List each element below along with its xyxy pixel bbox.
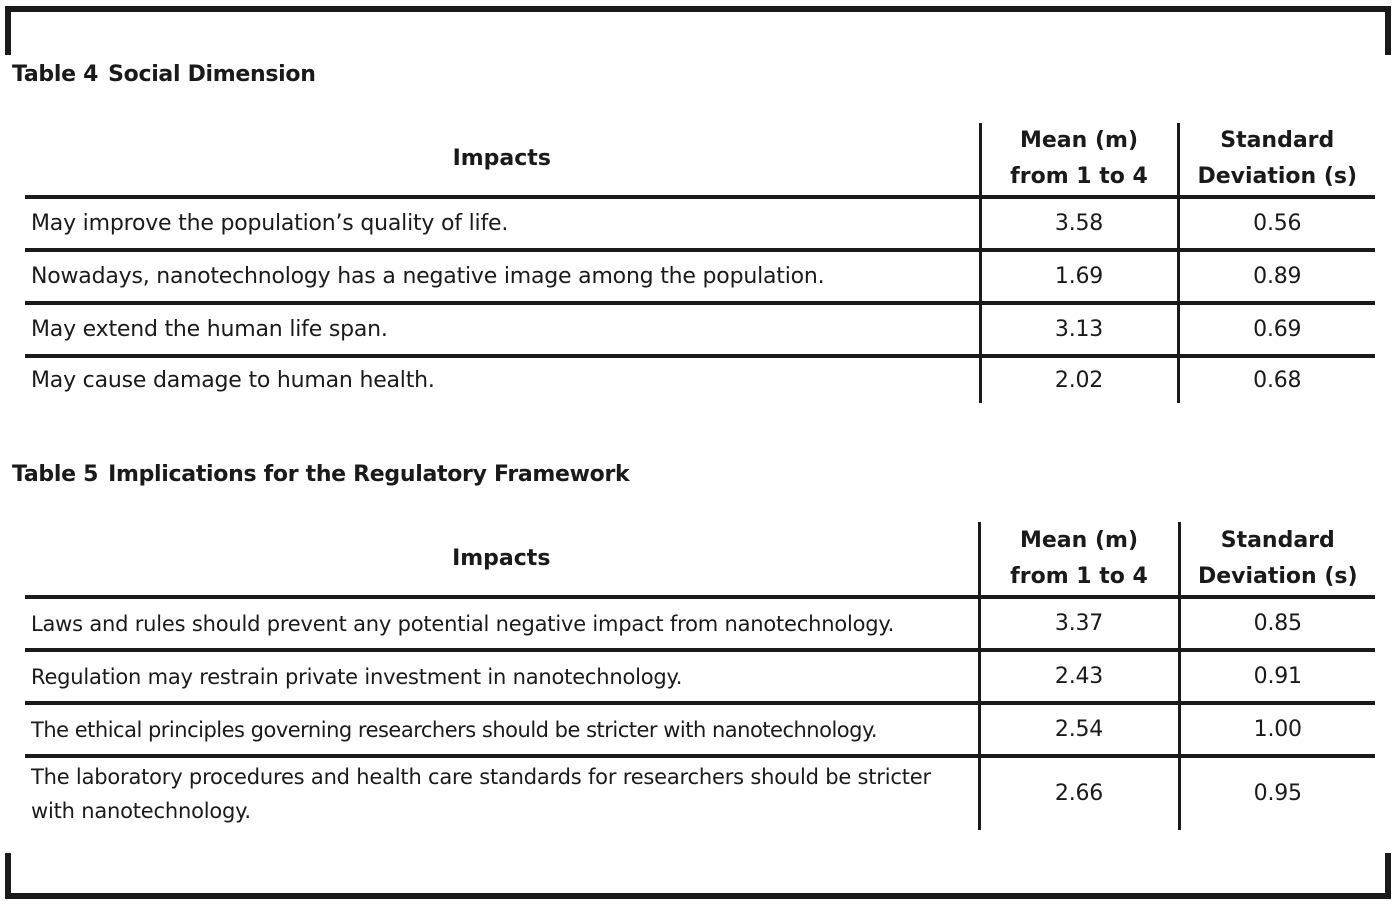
impact-cell: May improve the population’s quality of life. (25, 197, 980, 250)
impacts-header: Impacts (25, 123, 980, 197)
table-row (25, 650, 1375, 703)
table-4-heading: Social Dimension (108, 62, 316, 87)
table-4-title (12, 62, 316, 87)
impact-cell: The laboratory procedures and health care standards for researchers should be stricter with nanotechnology. (31, 765, 931, 823)
sd-header (1178, 123, 1375, 197)
sd-cell: 0.91 (1179, 650, 1375, 703)
table-5-heading: Implications for the Regulatory Framework (108, 462, 630, 487)
table-4 (25, 123, 1375, 403)
mean-cell: 3.13 (980, 303, 1178, 356)
table-4-header-row (25, 123, 1375, 197)
mean-cell: 3.37 (979, 597, 1179, 650)
table-row (25, 197, 1375, 250)
sd-header-line2: Deviation (s) (1197, 164, 1358, 189)
table-row (25, 597, 1375, 650)
sd-cell: 1.00 (1179, 703, 1375, 756)
sd-cell: 0.85 (1179, 597, 1375, 650)
impact-cell: May cause damage to human health. (31, 367, 435, 393)
impact-cell: May extend the human life span. (25, 303, 980, 356)
sd-cell: 0.95 (1179, 756, 1375, 830)
mean-header-line2: from 1 to 4 (1010, 563, 1148, 589)
impact-cell: Nowadays, nanotechnology has a negative image among the population. (25, 250, 980, 303)
table-5-title (12, 462, 629, 487)
table-row (25, 756, 1375, 830)
mean-header (979, 522, 1179, 597)
mean-cell: 3.58 (980, 197, 1178, 250)
table-4-number: Table 4 (12, 62, 99, 87)
mean-header-line1: Mean (m) (1019, 128, 1138, 153)
table-row (25, 703, 1375, 756)
sd-header (1179, 522, 1375, 597)
mean-cell: 2.54 (979, 703, 1179, 756)
sd-cell: 0.69 (1178, 303, 1375, 356)
impacts-header: Impacts (25, 522, 979, 597)
mean-cell: 2.02 (980, 356, 1178, 403)
mean-cell: 1.69 (980, 250, 1178, 303)
mean-cell: 2.66 (979, 756, 1179, 830)
mean-header-line2: from 1 to 4 (1010, 164, 1148, 189)
sd-header-line2: Deviation (s) (1197, 563, 1358, 589)
sd-header-line1: Standard (1220, 128, 1335, 153)
table-5-header-row (25, 522, 1375, 597)
sd-cell: 0.68 (1178, 356, 1375, 403)
table-row (25, 250, 1375, 303)
frame-top-border (5, 6, 1391, 55)
frame-bottom-border (5, 853, 1391, 899)
sd-cell: 0.56 (1178, 197, 1375, 250)
mean-header-line1: Mean (m) (1019, 527, 1138, 553)
table-row (25, 356, 1375, 403)
table-row (25, 303, 1375, 356)
table-5 (25, 522, 1375, 830)
mean-cell: 2.43 (979, 650, 1179, 703)
impact-cell: Laws and rules should prevent any potential negative impact from nanotechnology. (25, 597, 979, 650)
impact-cell: The ethical principles governing researchers should be stricter with nanotechnology. (25, 703, 979, 756)
sd-cell: 0.89 (1178, 250, 1375, 303)
table-5-number: Table 5 (12, 462, 99, 487)
sd-header-line1: Standard (1220, 527, 1335, 553)
mean-header (980, 123, 1178, 197)
impact-cell: Regulation may restrain private investment in nanotechnology. (25, 650, 979, 703)
